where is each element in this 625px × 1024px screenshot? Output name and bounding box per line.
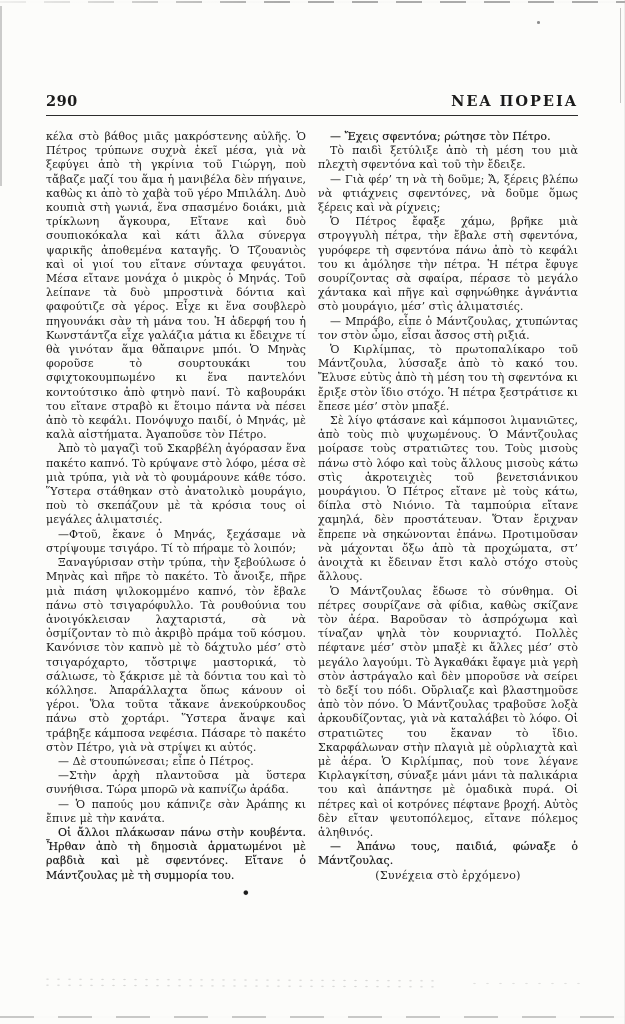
paragraph: Σὲ λίγο φτάσανε καὶ κάμποσοι λιμανιῶτες, ἀπὸ τοὺς πιὸ ψυχωμένους. Ὁ Μάντζουλας μοίρασε τοὺς στρατιῶτες του. Τοὺς μισοὺς πάνω στὸ λόφο καὶ τοὺς ἄλλους μισοὺς κάτω στὶς ἀκροτειχιὲς τοῦ βενετσιάνικου μουράγιου. Ὁ Πέτρος εἴτανε μὲ τοὺς κάτω, δίπλα στὸ Νιόνιο. Τὰ ταμπούρια εἴτανε χαμηλά, δὲν προστάτευαν. Ὅταν ἔριχναν ἔπρεπε νὰ σηκώνονται ἐπάνω. Προτιμοῦσαν νὰ μάχονται ὄξω ἀπὸ τὰ προχώματα, στ’ ἀνοιχτὰ κι ἔδειναν ἔτσι καλὸ στόχο στοὺς ἄλλους. <box>318 414 578 584</box>
scan-noise-band-left <box>42 976 434 991</box>
paragraph: — Μπράβο, εἶπε ὁ Μάντζουλας, χτυπώντας τον στὸν ὦμο, εἶσαι ἄσσος στὴ ριξιά. <box>318 314 578 342</box>
paragraph: — Ὁ παπούς μου κάπνιζε σὰν Ἀράπης κι ἔπινε μὲ τὴν κανάτα. <box>46 797 306 825</box>
text-column-right <box>318 130 578 900</box>
page-number: 290 <box>46 93 78 110</box>
scan-speck-artifact <box>537 21 540 24</box>
paragraph: — Δὲ στουπώνεσαι; εἶπε ὁ Πέτρος. <box>58 754 254 768</box>
continuation-note: (Συνέχεια στὸ ἐρχόμενο) <box>375 868 521 882</box>
scan-top-edge-artifact <box>0 1 625 3</box>
scan-right-edge-artifact <box>620 8 621 103</box>
paragraph: —Στὴν ἀρχὴ πλαντοῦσα μὰ ὕστερα συνήθισα. Τώρα μπορῶ νὰ καπνίζω ἀράδα. <box>46 769 306 797</box>
paragraph: Οἱ ἄλλοι πλάκωσαν πάνω στὴν κουβέντα. Ἦρθαν ἀπὸ τὴ δημοσιὰ ἁρματωμένοι μὲ ραβδιὰ καὶ μὲ σφεντόνες. Εἴτανε ὁ Μάντζουλας μὲ τὴ συμμορία του. <box>46 825 306 882</box>
paragraph: Ὁ Μάντζουλας ἔδωσε τὸ σύνθημα. Οἱ πέτρες σουρίζανε σὰ φίδια, καθὼς σκίζανε τὸν ἀέρα. Βαροῦσαν τὸ ἀσπρόχωμα καὶ τίναζαν ψηλὰ τὸν κουρνιαχτό. Πολλὲς πέφτανε μέσ’ στὸν μπαξὲ κι ἄλλες μέσ’ στὸ μεγάλο λαγούμι. Τὸ Ἀγκαθάκι ἔφαγε μιὰ γερὴ στὸν ἀστράγαλο καὶ δὲν μποροῦσε νὰ σείρει τὸ δεξί του πόδι. Οὔρλιαζε καὶ βλαστημοῦσε ἀπὸ τὸν πόνο. Ὁ Μάντζουλας τραβοῦσε λοξὰ ἀρκουδίζοντας, γιὰ νὰ καταλάβει τὸ λόφο. Οἱ στρατιῶτες του ἔκαναν τὸ ἴδιο. Σκαρφάλωναν στὴν πλαγιὰ μὲ οὐρλιαχτὰ καὶ μὲ ἀέρα. Ὁ Κιρλίμπας, ποὺ τονε λέγανε Κιρλαγκίτση, σύναξε μάνι μάνι τὰ παλικάρια του καὶ ἀπάντησε μὲ ὁμαδικὰ πυρά. Οἱ πέτρες καὶ οἱ κοτρόνες πέφτανε βροχή. Αὐτὸς δὲν εἴταν ψευτοπόλεμος, εἴτανε πόλεμος ἀληθινός. <box>318 584 578 839</box>
paragraph: Ξαναγύρισαν στὴν τρύπα, τὴν ξεβούλωσε ὁ Μηνὰς καὶ πῆρε τὸ πακέτο. Τὸ ἄνοιξε, πῆρε μιὰ πιάση ψιλοκομμένο καπνό, τὸν ἔβαλε πάνω στὸ τσιγαρόφυλλο. Τὰ ρουθούνια του ἀνοιγόκλεισαν λαχταριστά, σὰ νὰ ὀσμίζονταν τὸ πιὸ ἀκριβὸ πράμα τοῦ κόσμου. Κανόνισε τὸν καπνὸ μὲ τὸ δάχτυλο μέσ’ στὸ τσιγαρόχαρτο, τὄστριψε μαστορικά, τὸ σάλιωσε, τὸ ξάκρισε μὲ τὰ δόντια του καὶ τὸ κόλλησε. Ἀπαράλλαχτα ὅπως κάνουν οἱ γέροι. Ὅλα τοῦτα τἄκανε ἀνεκούρκουδος πάνω στὸ χορτάρι. Ὕστερα ἄναψε καὶ τράβηξε κάμποσα νεφέσια. Πάσαρε τὸ πακέτο στὸν Πέτρο, γιὰ νὰ στρίψει κι αὐτός. <box>46 556 306 754</box>
scan-left-edge-artifact <box>0 6 2 186</box>
text-body <box>46 130 578 900</box>
text-column-left <box>46 130 306 900</box>
running-head <box>46 93 578 116</box>
paragraph: —Φτοῦ, ἔκανε ὁ Μηνάς, ξεχάσαμε νὰ στρίψουμε τσιγάρο. Τί τὸ πήραμε τὸ λοιπόν; <box>46 527 306 555</box>
paragraph: Τὸ παιδὶ ξετύλιξε ἀπὸ τὴ μέση του μιὰ πλεχτὴ σφεντόνα καὶ τοῦ τὴν ἔδειξε. <box>318 144 578 172</box>
paragraph: Ὁ Πέτρος ἔφαξε χάμω, βρῆκε μιὰ στρογγυλὴ πέτρα, τὴν ἔβαλε στὴ σφεντόνα, γυρόφερε τὴ σφεντόνα πάνω ἀπὸ τὸ κεφάλι του κι ἀμόλησε τὴν πέτρα. Ἡ πέτρα ἔφυγε σουρίζοντας σὰ σφαίρα, πέρασε τὸ μεγάλο χάντακα καὶ πῆγε καὶ σφηνώθηκε ἀγνάντια στὸ μουράγιο, μέσ’ στὶς ἁλιματσιές. <box>318 215 578 314</box>
section-divider: • <box>242 885 250 900</box>
paragraph: — Γιὰ φέρ’ τη νὰ τὴ δοῦμε; Ἄ, ξέρεις βλέπω νὰ φτιάχνεις σφεντόνες, νὰ δοῦμε ὅμως ξέρεις καὶ νὰ ρίχνεις; <box>318 172 578 215</box>
scan-bottom-edge-artifact <box>0 1016 625 1018</box>
scan-noise-band-right <box>468 980 582 989</box>
paragraph: Ὁ Κιρλίμπας, τὸ πρωτοπαλίκαρο τοῦ Μάντζουλα, λύσσαξε ἀπὸ τὸ κακό του. Ἔλυσε εὐτὺς ἀπὸ τὴ μέση του τὴ σφεντόνα κι ἔριξε στὸν ἴδιο στόχο. Ἡ πέτρα ξεστράτισε κι ἔπεσε μέσ’ στὸν μπαξέ. <box>318 343 578 413</box>
paragraph: κέλα στὸ βάθος μιᾶς μακρόστενης αὐλῆς. Ὁ Πέτρος τρύπωνε συχνὰ ἐκεῖ μέσα, γιὰ νὰ ξεφύγει ἀπὸ τὴ γκρίνια τοῦ Γιώργη, ποὺ τἄβαζε μαζί του ἅμα ἡ μανιβέλα δὲν πήγαινε, καθὼς κι ἀπὸ τὸ χαβὰ τοῦ γέρο Μπιλάλη. Δυὸ κουπιὰ στὴ γωνιά, ἕνα σπασμένο δοιάκι, μιὰ τρίκλωνη ἄγκουρα, Εἴτανε καὶ δυὸ σουπιοκόκαλα καὶ κάτι ἄλλα σύνεργα ψαρικῆς ἀποθεμένα καταγῆς. Ὁ Τζουανιὸς καὶ οἱ γιοί του εἴτανε σύνταχα φευγάτοι. Μέσα εἴτανε μονάχα ὁ μικρὸς ὁ Μηνάς. Τοῦ λείπανε τὰ δυὸ μπροστινὰ δόντια καὶ φαφούτιζε σὰ γέρος. Εἶχε κι ἕνα σουβλερὸ πηγουνάκι σὰν τὴ μάνα του. Ἡ ἀδερφή του ἡ Κωνστάντζα εἶχε γαλάζια μάτια κι ἔδειχνε τί θὰ γινόταν ἅμα θἄπαιρνε μπόι. Ὁ Μηνὰς φοροῦσε τὸ σουρτουκάκι του σφιχτοκουμπωμένο κι ἕνα παντελόνι κοντούτσικο ἀπὸ φτηνὸ πανί. Τὸ καβουράκι του εἴτανε στραβὸ κι ἕτοιμο πάντα νὰ πέσει ἀπὸ τὸ κεφάλι. Πονόψυχο παιδί, ὁ Μηνάς, μὲ καλὰ αἰστήματα. Ἀγαποῦσε τὸν Πέτρο. <box>46 130 306 442</box>
paragraph: — Ἔχεις σφεντόνα; ρώτησε τὸν Πέτρο. <box>330 130 551 143</box>
paragraph: — Ἀπάνω τους, παιδιά, φώναξε ὁ Μάντζουλας. <box>318 840 578 868</box>
journal-title: ΝΕΑ ΠΟΡΕΙΑ <box>451 93 578 110</box>
paragraph: Ἀπὸ τὸ μαγαζὶ τοῦ Σκαρβέλη ἀγόρασαν ἕνα πακέτο καπνό. Τὸ κρύψανε στὸ λόφο, μέσα σὲ μιὰ τρύπα, γιὰ νὰ τὸ φουμάρουνε κάθε τόσο. Ὕστερα στάθηκαν στὸ ἀνατολικὸ μουράγιο, ποὺ τὸ σκεπάζουν μὲ τὰ κρόσια τους οἱ μεγάλες ἁλιματσιές. <box>46 442 306 527</box>
